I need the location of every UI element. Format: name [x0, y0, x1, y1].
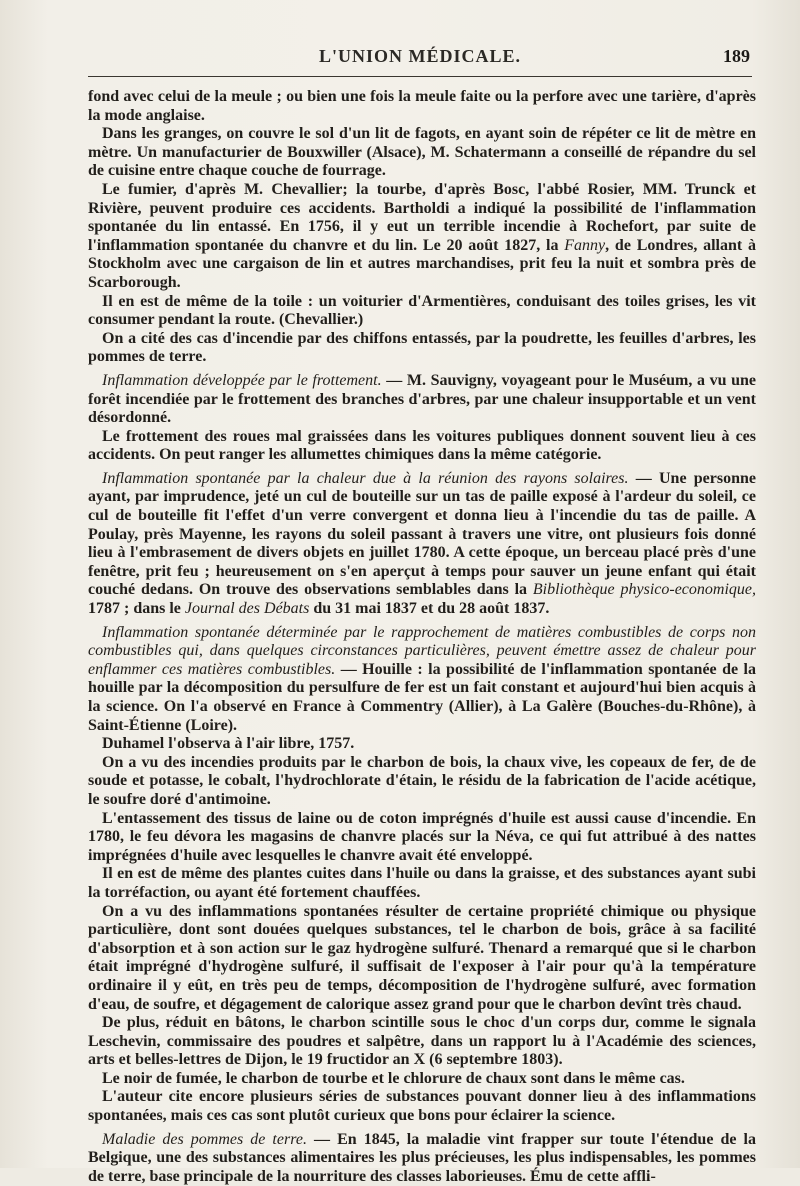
paragraph: Duhamel l'observa à l'air libre, 1757. — [102, 735, 355, 753]
section-heading: Inflammation spontanée déterminée par le rapprochement de matières combustibles de corps non combustibles qui, dans quelques circonstances particulières, peuvent émettre assez de chaleur pour enflammer ces matières combustibles. — [88, 623, 756, 678]
paragraph: Il en est de même de la toile : un voiturier d'Armentières, conduisant des toiles grises, les vit consumer pendant la route. (Chevallier.) — [88, 292, 756, 329]
section-paragraph: Inflammation spontanée par la chaleur due à la réunion des rayons solaires. — Une personne ayant, par imprudence, jeté un cul de bouteille sur un tas de paille exposé à l'ardeur du soleil, ce cul de bouteille fit l'effet d'un verre convergent et donna lieu à l'incendie du tas de paille. A Poulay, près Mayenne, les rayons du soleil passant à travers une vitre, ont plusieurs fois donné lieu à l'embrasement de divers objets en juillet 1780. A cette époque, un berceau placé près d'une fenêtre, prit feu ; heureusement on s'en aperçut à temps pour sauver un jeune enfant qui était couché dedans. On trouve des observations semblables dans la Bibliothèque physico-economique, 1787 ; dans le Journal des Débats du 31 mai 1837 et du 28 août 1837. — [88, 469, 757, 618]
section-paragraph: Maladie des pommes de terre. — En 1845, la maladie vint frapper sur toute l'étendue de la Belgique, une des substances alimentaires les plus précieuses, les plus indispensables, les pommes de terre, base principale de la nourriture des classes laborieuses. Ému de cette affli- — [88, 1130, 756, 1185]
paragraph: Dans les granges, on couvre le sol d'un lit de fagots, en ayant soin de répéter ce lit de mètre en mètre. Un manufacturier de Bouxwiller (Alsace), M. Schatermann a conseillé de répandre du sel de cuisine entre chaque couche de fourrage. — [88, 125, 756, 180]
paragraph: Il en est de même des plantes cuites dans l'huile ou dans la graisse, et des substances ayant subi la torréfaction, ou ayant été fortement chauffées. — [88, 865, 756, 901]
section-heading: Inflammation développée par le frottement. — [102, 371, 382, 389]
paragraph: L'entassement des tissus de laine ou de coton imprégnés d'huile est aussi cause d'incendie. En 1780, le feu dévora les magasins de chanvre placés sur la Néva, ce qui fut attribué à des nattes imprégnées d'huile avec lesquelles le chanvre avait été enveloppé. — [88, 809, 756, 864]
paragraph: Le noir de fumée, le charbon de tourbe et le chlorure de chaux sont dans le même cas. — [102, 1069, 685, 1087]
section-heading: Maladie des pommes de terre. — [102, 1130, 307, 1148]
section-heading: Inflammation spontanée par la chaleur due à la réunion des rayons solaires. — [102, 469, 629, 487]
paragraph: fond avec celui de la meule ; ou bien une fois la meule faite ou la perfore avec une tarière, d'après la mode anglaise. — [88, 88, 756, 124]
paragraph: On a vu des incendies produits par le charbon de bois, la chaux vive, les copeaux de fer, de de soude et potasse, le cobalt, l'hydrochlorate d'étain, le résidu de la fabrication de l'acide acétique, le soufre doré d'antimoine. — [88, 753, 756, 808]
running-title: L'UNION MÉDICALE. — [318, 46, 522, 66]
paragraph: De plus, réduit en bâtons, le charbon scintille sous le choc d'un corps dur, comme le signala Leschevin, commissaire des poudres et salpêtre, dans un rapport lu à l'Académie des sciences, arts et belles-lettres de Dijon, le 19 fructidor an X (6 septembre 1803). — [88, 1014, 756, 1069]
paragraph: Le fumier, d'après M. Chevallier; la tourbe, d'après Bosc, l'abbé Rosier, MM. Trunck et Rivière, peuvent produire ces accidents. Bartholdi a indiqué la possibilité de l'inflammation spontanée du lin entassé. En 1756, il y eut un terrible incendie à Rochefort, par suite de l'inflammation spontanée du chanvre et du lin. Le 20 août 1827, la Fanny, de Londres, allant à Stockholm avec une cargaison de lin et autres marchandises, prit feu la nuit et sombra près de Scarborough. — [88, 180, 756, 291]
page-header — [88, 44, 752, 74]
article-body — [88, 88, 756, 1186]
header-rule — [88, 76, 752, 77]
page-number: 189 — [723, 46, 750, 66]
paragraph: On a cité des cas d'incendie par des chiffons entassés, par la poudrette, les feuilles d'arbres, les pommes de terre. — [88, 329, 756, 366]
paragraph: Le frottement des roues mal graissées dans les voitures publiques donnent souvent lieu à ces accidents. On peut ranger les allumettes chimiques dans la même catégorie. — [88, 427, 756, 464]
section-paragraph: Inflammation spontanée déterminée par le rapprochement de matières combustibles de corps non combustibles qui, dans quelques circonstances particulières, peuvent émettre assez de chaleur pour enflammer ces matières combustibles. — Houille : la possibilité de l'inflammation spontanée de la houille par la décomposition du persulfure de fer est un fait constant et aujourd'hui bien acquis à la science. On l'a observé en France à Commentry (Allier), à La Galère (Bouches-du-Rhône), à Saint-Étienne (Loire). — [88, 623, 756, 734]
paragraph: L'auteur cite encore plusieurs séries de substances pouvant donner lieu à des inflammations spontanées, mais ces cas sont plutôt curieux que bons pour éclairer la science. — [88, 1088, 756, 1125]
section-paragraph: Inflammation développée par le frottement. — M. Sauvigny, voyageant pour le Muséum, a vu une forêt incendiée par le frottement des branches d'arbres, par une chaleur insupportable et un vent désordonné. — [88, 371, 756, 427]
paragraph: On a vu des inflammations spontanées résulter de certaine propriété chimique ou physique particulière, dont sont douées quelques substances, tel le charbon de bois, grâce à sa facilité d'absorption et à son action sur le gaz hydrogène sulfuré. Thenard a remarqué que si le charbon était imprégné d'hydrogène sulfuré, il suffisait de l'exposer à l'air pour qu'à la température ordinaire il y eût, en très peu de temps, décomposition de l'hydrogène sulfuré, avec formation d'eau, de soufre, et dégagement de calorique assez grand pour que le charbon devînt très chaud. — [88, 902, 756, 1013]
